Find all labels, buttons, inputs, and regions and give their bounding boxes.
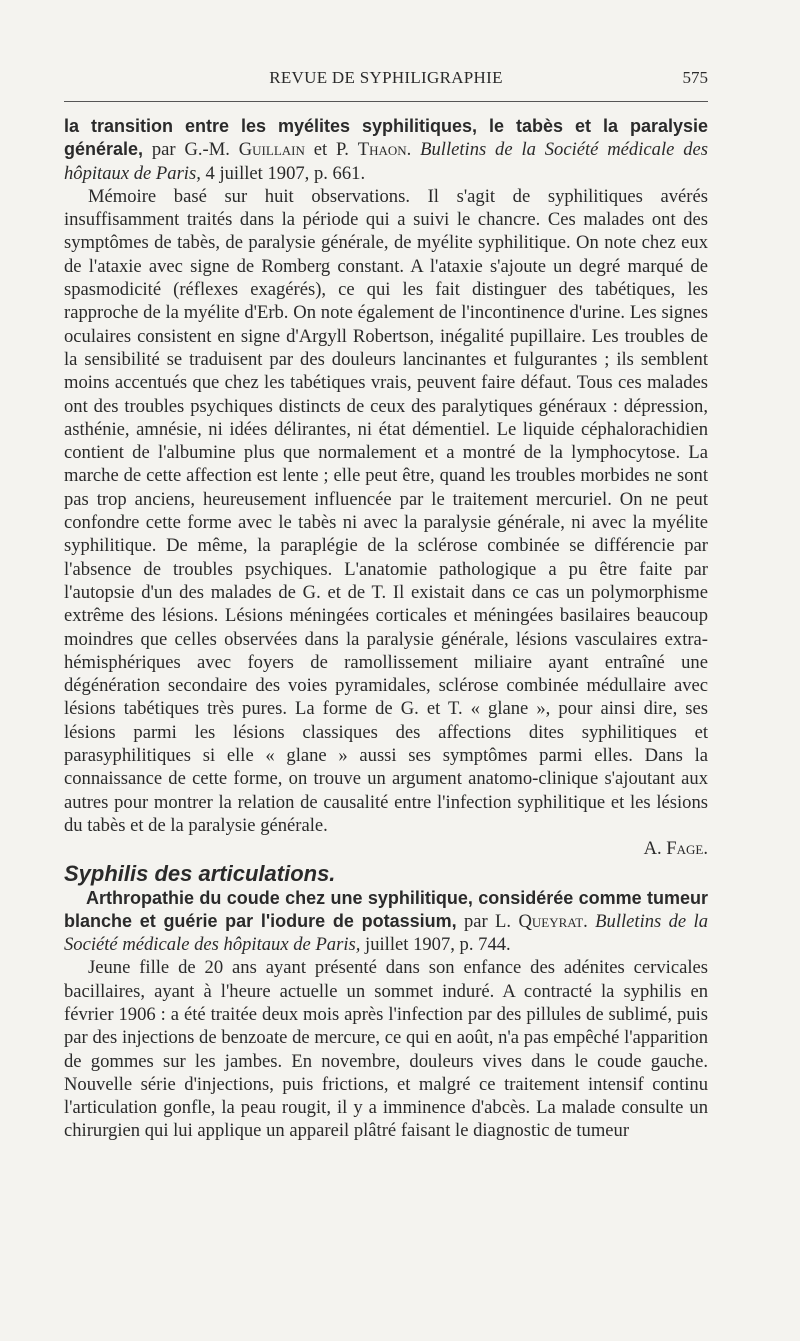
section-title: Syphilis des articulations. [64, 860, 336, 886]
article2-journal: Bulletins de la Société médicale des hôpitaux de Paris, [64, 910, 708, 956]
page-number: 575 [682, 68, 708, 87]
article1-by: par G.-M. [143, 139, 239, 161]
article2-title: Arthropathie du coude chez une syphilitique, considérée comme tumeur blanche et guérie par l'iodure de potassium, [64, 887, 708, 931]
article1-title: la transition entre les myélites syphilitiques, le tabès et la paralysie générale, [64, 116, 708, 160]
header-rule [64, 101, 708, 102]
article1-author1: Guillain [238, 139, 305, 161]
article2-text: Jeune fille de 20 ans ayant présenté dans son enfance des adénites cervicales bacillaires, ayant à l'heure actuelle un sommet induré. A contracté la syphilis en février 1906 : a été traitée deux mois après l'infection par des pillules de sublimé, puis par des injections de benzoate de mercure, ce qui en août, n'a pas empêché l'apparition de gommes sur les jambes. En novembre, douleurs vives dans le coude gauche. Nouvelle série d'injections, puis frictions, et malgré ce traitement intensif continu l'articulation gonfle, la peau rougit, il y a imminence d'abcès. La malade consulte un chirurgien qui lui applique un appareil plâtré faisant le diagnostic de tumeur [64, 957, 708, 1142]
article1-heading [64, 115, 708, 185]
article1-text: Mémoire basé sur huit observations. Il s'agit de syphilitiques avérés insuffisamment traités dans la période qui a suivi le chancre. Ces malades ont des symptômes de tabès, de paralysie générale, de myélite syphilitique. On note chez eux de l'ataxie avec signe de Romberg constant. A l'ataxie s'ajoute un degré marqué de spasmodicité (réflexes exagérés), ce qui les fait distinguer des tabétiques, les rapproche de la myélite d'Erb. On note également de l'incontinence d'urine. Les signes oculaires consistent en signe d'Argyll Robertson, inégalité pupillaire. Les troubles de la sensibilité se traduisent par des douleurs lancinantes et fulgurantes ; ils semblent moins accentués que chez les tabétiques vrais, peuvent faire défaut. Tous ces malades ont des troubles psychiques distincts de ceux des paralytiques généraux : dépression, asthénie, amnésie, ni idées délirantes, ni état démentiel. Le liquide céphalorachidien contient de l'albumine plus que normalement et a montré de la lymphocytose. La marche de cette affection est lente ; elle peut être, quand les troubles morbides ne sont pas trop anciens, heureusement influencée par le traitement mercuriel. On ne peut confondre cette forme avec le tabès ni avec la paralysie générale, ni avec la myélite syphilitique. De même, la paraplégie de la sclérose combinée se différencie par l'absence de troubles psychiques. L'anatomie pathologique a pu être faite par l'autopsie d'un des malades de G. et de T. Il existait dans ce cas un polymorphisme extrême des lésions. Lésions méningées corticales et méningées basilaires beaucoup moindres que celles observées dans la paralysie générale, lésions vasculaires extra-hémisphériques avec foyers de ramollissement miliaire ayant entraîné une dégénération secondaire des voies pyramidales, sclérose combinée médullaire avec lésions tabétiques très pures. La forme de G. et T. « glane », pour ainsi dire, ses lésions parmi les lésions classiques des affections dites syphilitiques et parasyphilitiques si elle « glane » aussi ses symptômes parmi elles. Dans la connaissance de cette forme, on trouve un argument anatomo-clinique s'ajoutant aux autres pour montrer la relation de causalité entre l'infection syphilitique et les lésions du tabès et de la paralysie générale. [64, 185, 708, 836]
page-body [64, 115, 708, 1143]
running-head [64, 68, 708, 98]
article1-and: et P. [304, 139, 358, 161]
article2-dot: . [583, 910, 596, 932]
article2-author: Queyrat [518, 910, 584, 932]
article2-by: par L. [456, 910, 519, 932]
article1-dot: . [406, 139, 421, 161]
article1-signature: A. Fage. [643, 838, 708, 860]
article1-date: 4 juillet 1907, p. 661. [200, 162, 366, 184]
article1-journal: Bulletins de la Société médicale des hôpitaux de Paris, [64, 139, 708, 184]
running-title: REVUE DE SYPHILIGRAPHIE [269, 68, 503, 87]
article2-date: juillet 1907, p. 744. [360, 934, 511, 956]
article1-author2: Thaon [357, 139, 407, 161]
article2-heading [64, 887, 708, 957]
